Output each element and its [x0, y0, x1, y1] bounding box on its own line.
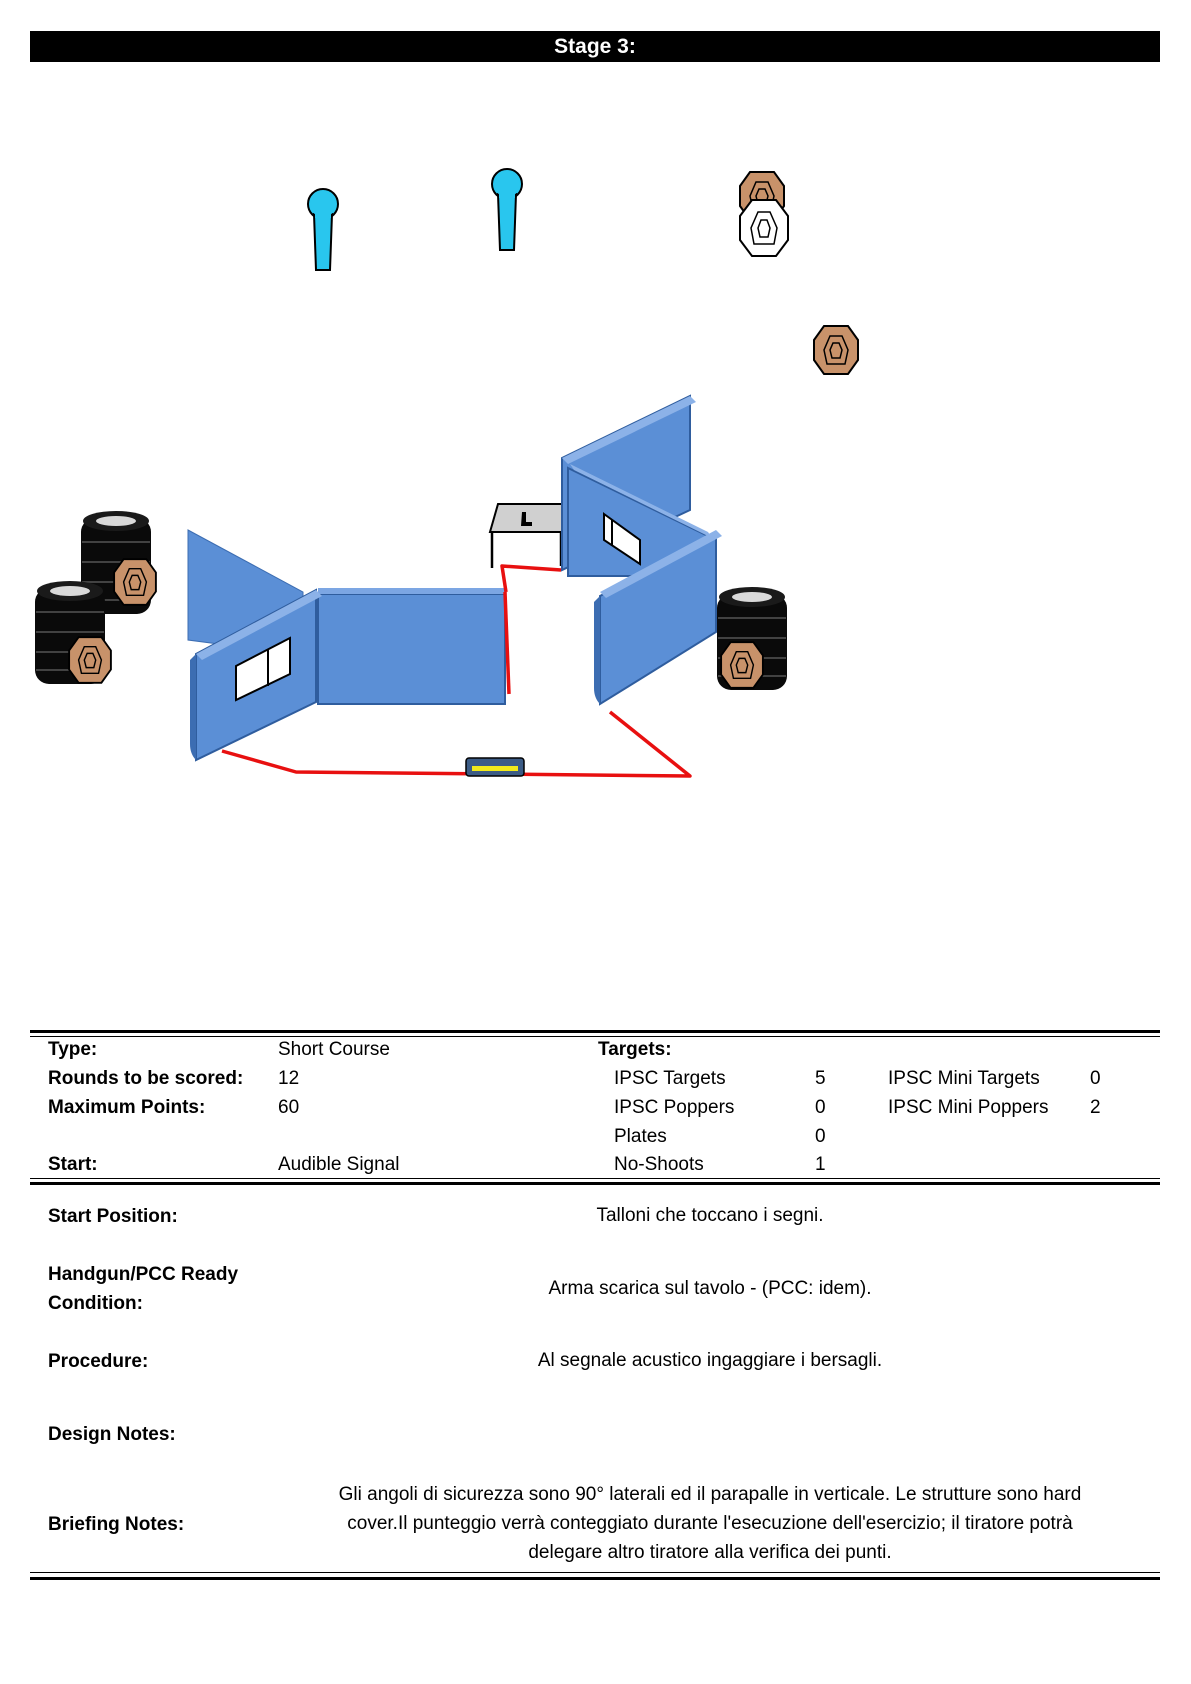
ipsc-target-right	[814, 326, 858, 374]
targets-label-poppers: IPSC Poppers	[614, 1097, 735, 1118]
type-value: Short Course	[278, 1039, 390, 1060]
summary-bottom-rule-thin	[30, 1178, 1160, 1179]
max-points-label: Maximum Points:	[48, 1097, 206, 1118]
rounds-label: Rounds to be scored:	[48, 1068, 244, 1089]
briefing-notes-line-3: delegare altro tiratore alla verifica dei punti.	[528, 1542, 892, 1563]
procedure-value: Al segnale acustico ingaggiare i bersagli.	[537, 1350, 883, 1371]
start-position-label: Start Position:	[48, 1206, 178, 1227]
mini-targets-value: 0	[1090, 1068, 1101, 1089]
ipsc-target-barrel-2	[69, 637, 111, 683]
briefing-notes-label: Briefing Notes:	[48, 1514, 185, 1535]
mini-targets-label: IPSC Mini Targets	[888, 1068, 1040, 1089]
mini-popper-1	[308, 189, 338, 270]
design-notes-label: Design Notes:	[48, 1424, 176, 1445]
targets-value-plates: 0	[815, 1126, 826, 1147]
summary-top-rule-thin	[30, 1036, 1160, 1037]
targets-label-plates: Plates	[614, 1126, 667, 1147]
mini-popper-2	[492, 169, 522, 250]
type-label: Type:	[48, 1039, 98, 1060]
start-box-icon	[466, 758, 524, 776]
mini-poppers-value: 2	[1090, 1097, 1101, 1118]
ipsc-target-barrel-1	[114, 559, 156, 605]
briefing-notes-line-1: Gli angoli di sicurezza sono 90° laterali ed il parapalle in verticale. Le strutture sono hard	[338, 1484, 1082, 1505]
ready-condition-value: Arma scarica sul tavolo - (PCC: idem).	[548, 1278, 872, 1299]
targets-value-no-shoots: 1	[815, 1154, 826, 1175]
mini-poppers-label: IPSC Mini Poppers	[888, 1097, 1049, 1118]
targets-value-ipsc: 5	[815, 1068, 826, 1089]
start-position-value: Talloni che toccano i segni.	[596, 1205, 824, 1226]
targets-label: Targets:	[598, 1039, 672, 1060]
wall-icon	[188, 396, 722, 760]
targets-label-ipsc: IPSC Targets	[614, 1068, 726, 1089]
targets-label-no-shoots: No-Shoots	[614, 1154, 704, 1175]
briefing-notes-line-2: cover.Il punteggio verrà conteggiato durante l'esecuzione dell'esercizio; il tiratore potrà	[347, 1513, 1073, 1534]
max-points-value: 60	[278, 1097, 300, 1118]
ready-condition-label-2: Condition:	[48, 1293, 143, 1314]
stage-title: Stage 3:	[554, 34, 636, 58]
summary-bottom-rule	[30, 1182, 1160, 1185]
stage-title-bar	[30, 31, 1160, 62]
start-value: Audible Signal	[278, 1154, 400, 1175]
no-shoot-target-icon	[740, 200, 788, 256]
summary-top-rule	[30, 1030, 1160, 1033]
ready-condition-label-1: Handgun/PCC Ready	[48, 1264, 239, 1285]
procedure-label: Procedure:	[48, 1351, 149, 1372]
footer-rule-thin	[30, 1572, 1160, 1573]
targets-value-poppers: 0	[815, 1097, 826, 1118]
rounds-value: 12	[278, 1068, 300, 1089]
footer-rule	[30, 1577, 1160, 1580]
stage-diagram	[0, 70, 1191, 790]
table-icon	[490, 504, 566, 568]
ipsc-target-barrel-3	[721, 642, 763, 688]
start-label: Start:	[48, 1154, 98, 1175]
